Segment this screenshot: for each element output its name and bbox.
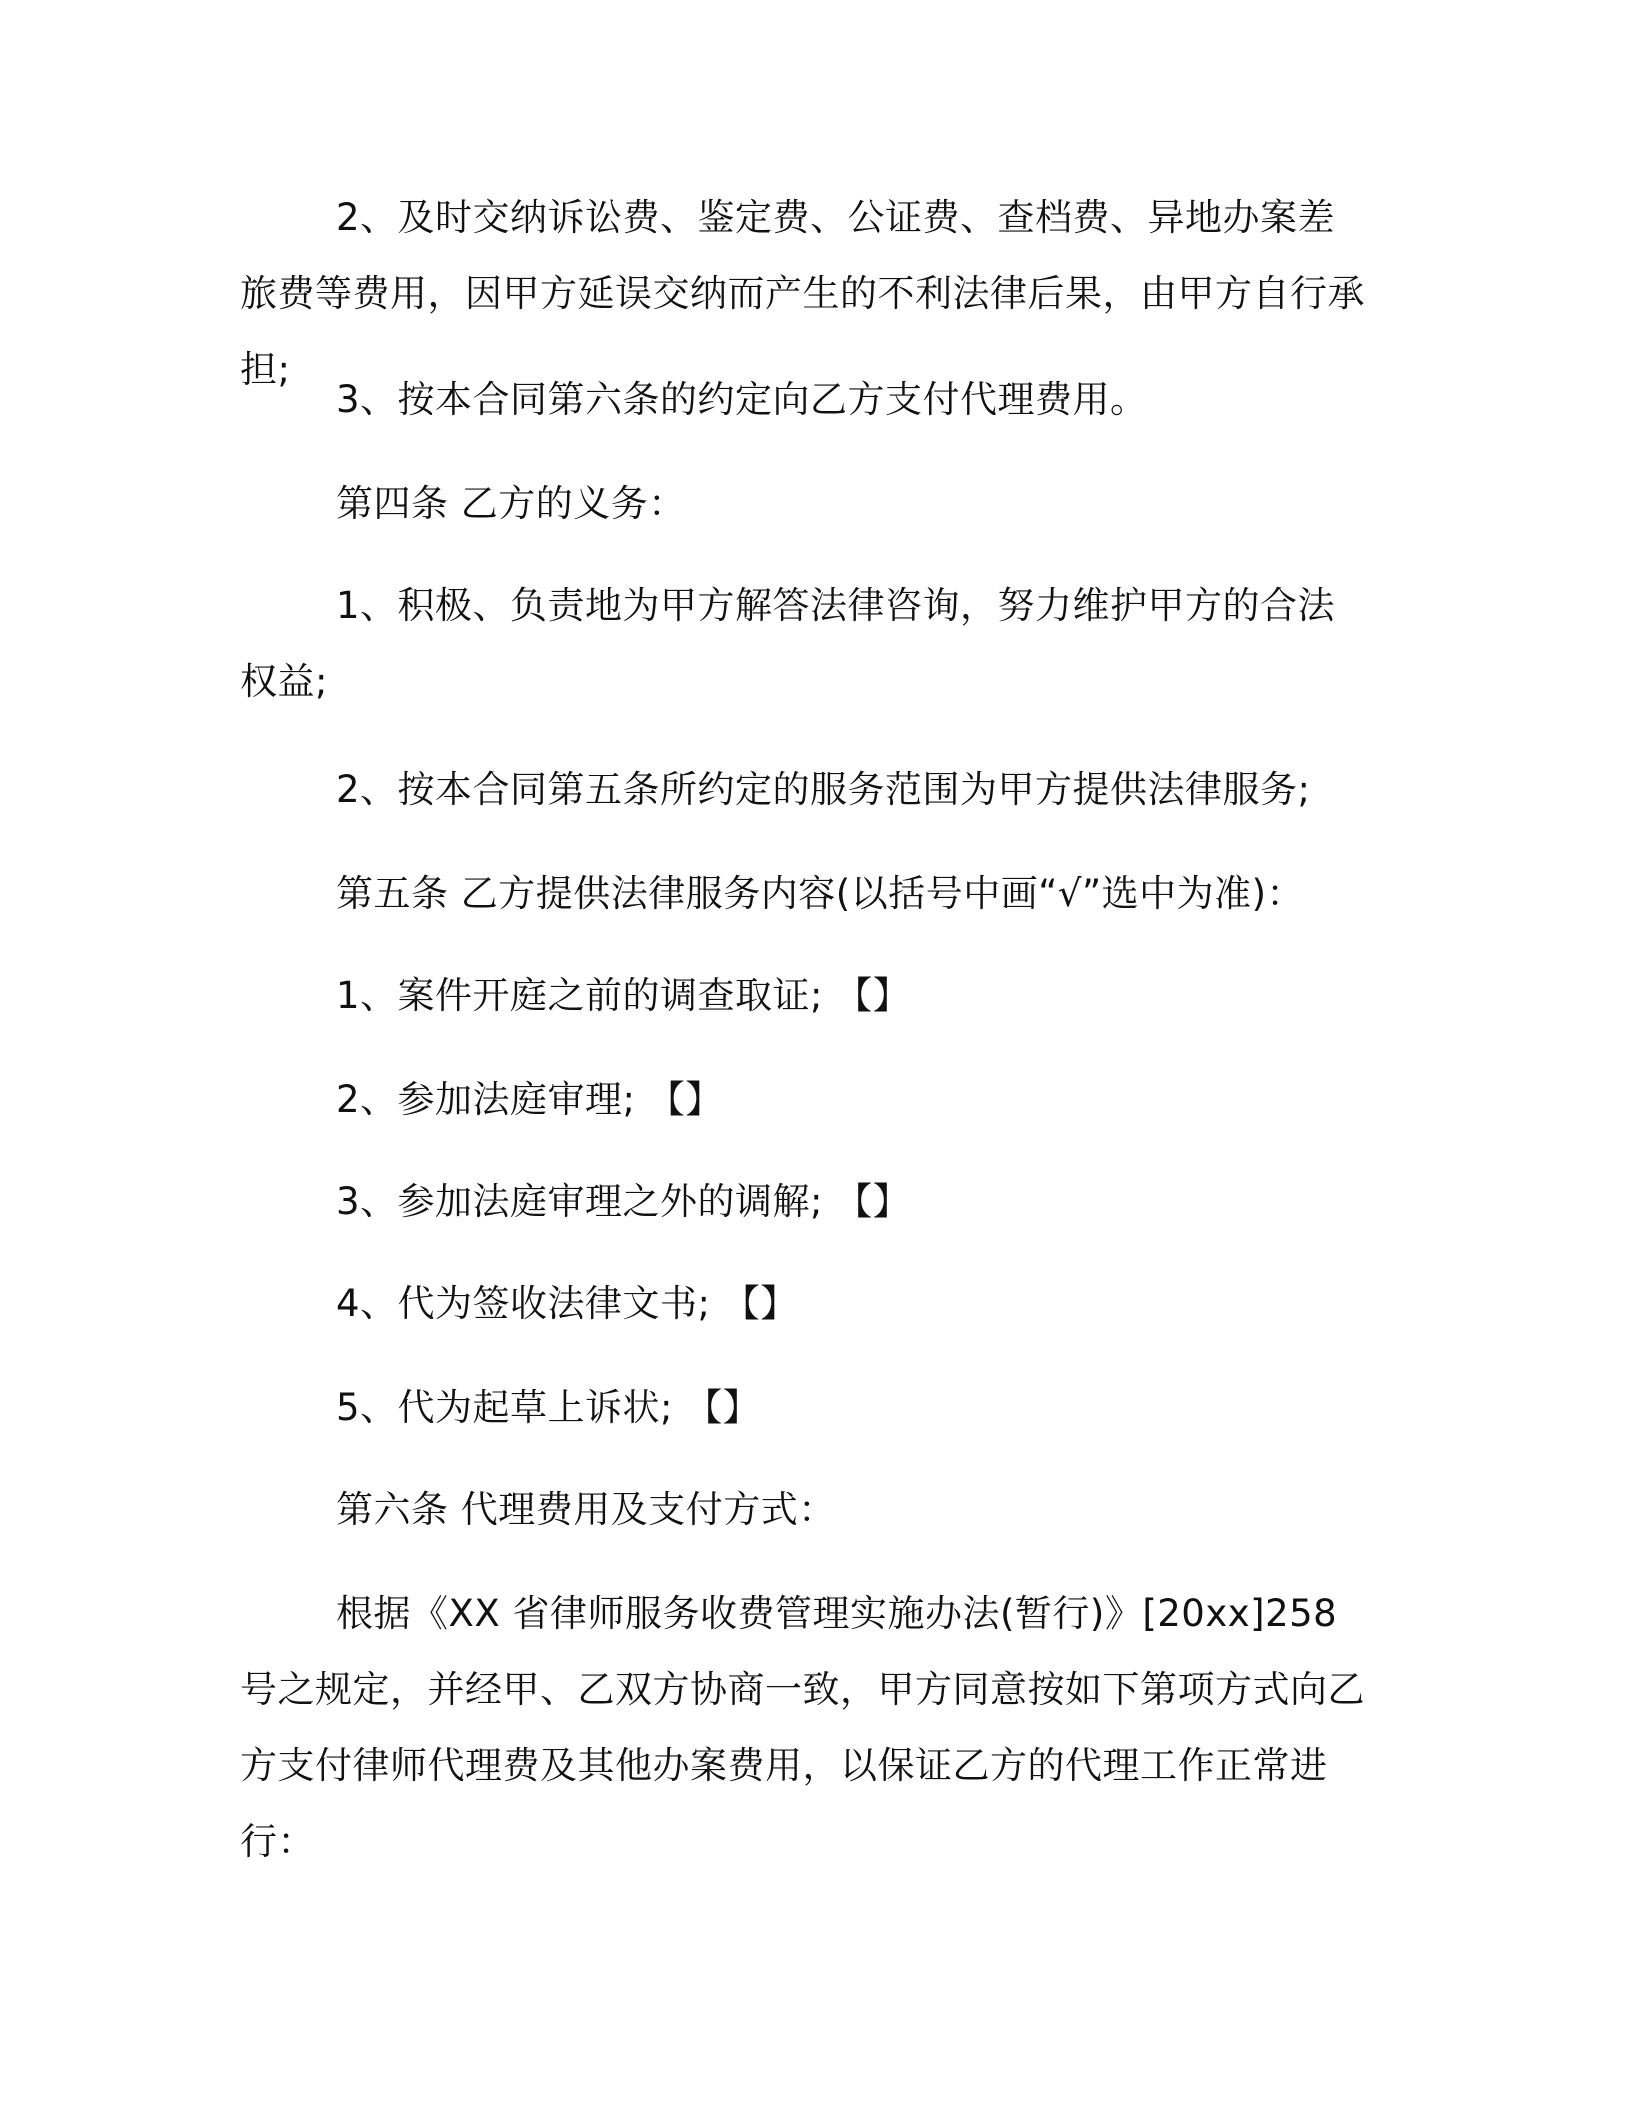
service-item-2-court-hearing: 2、参加法庭审理; 【】 (336, 1078, 723, 1121)
paragraph-duty-2-services: 2、按本合同第五条所约定的服务范围为甲方提供法律服务; (336, 768, 1311, 811)
paragraph-obligation-2-fees: 2、及时交纳诉讼费、鉴定费、公证费、查档费、异地办案差旅费等费用，因甲方延误交纳而产生的不利法律后果，由甲方自行承担; (240, 196, 1365, 391)
service-item-4-receive-documents: 4、代为签收法律文书; 【】 (336, 1282, 798, 1325)
paragraph-fee-basis: 根据《XX 省律师服务收费管理实施办法(暂行)》[20xx]258 号之规定，并经甲、乙双方协商一致，甲方同意按如下第项方式向乙方支付律师代理费及其他办案费用，以保证乙方的代理工作正常进行： (240, 1592, 1365, 1863)
article-4-heading: 第四条 乙方的义务： (336, 482, 686, 525)
paragraph-duty-1-consultation: 1、积极、负责地为甲方解答法律咨询，努力维护甲方的合法权益; (240, 584, 1336, 703)
service-item-5-draft-appeal: 5、代为起草上诉状; 【】 (336, 1386, 761, 1429)
article-5-heading: 第五条 乙方提供法律服务内容(以括号中画“√”选中为准)： (336, 872, 1305, 915)
article-6-heading: 第六条 代理费用及支付方式： (336, 1488, 836, 1531)
service-item-3-mediation: 3、参加法庭审理之外的调解; 【】 (336, 1180, 911, 1223)
service-item-1-investigation: 1、案件开庭之前的调查取证; 【】 (336, 974, 911, 1017)
paragraph-obligation-3-payment: 3、按本合同第六条的约定向乙方支付代理费用。 (336, 378, 1148, 421)
